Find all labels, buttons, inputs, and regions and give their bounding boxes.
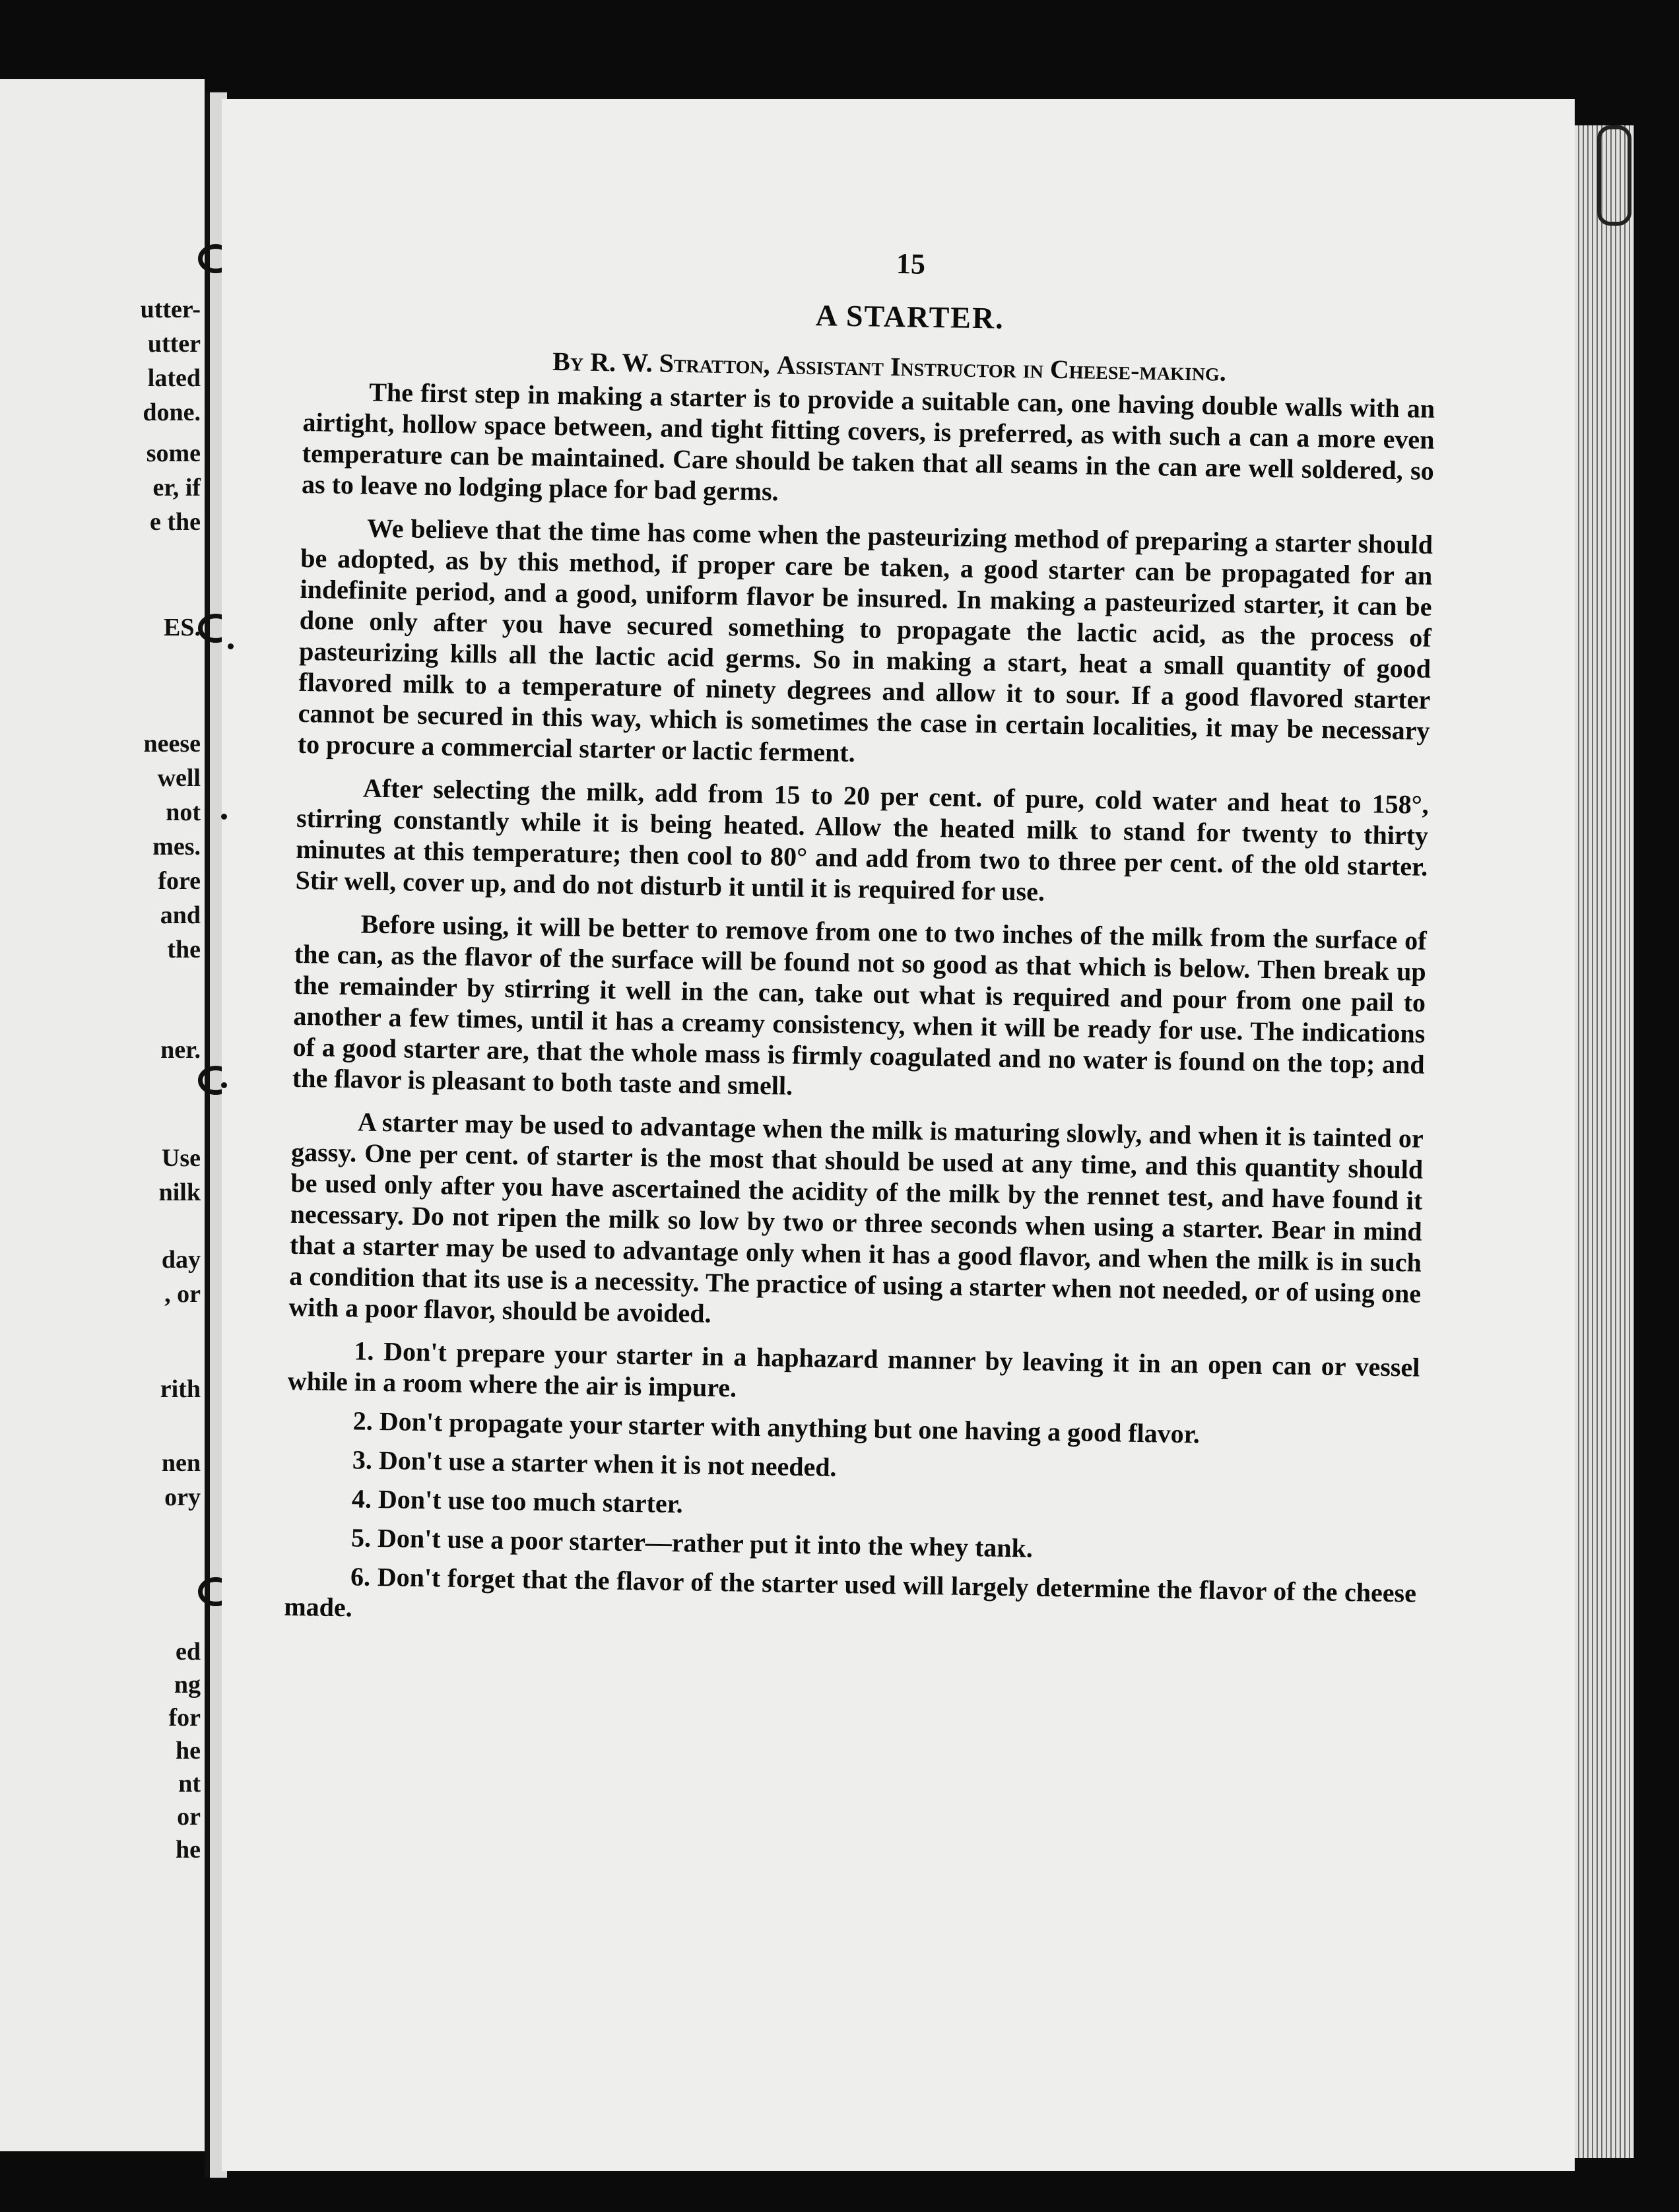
paper-clip-icon [1597, 125, 1631, 226]
page-number: 15 [896, 247, 926, 280]
list-item: 3. Don't use a starter when it is not needed. [352, 1445, 837, 1482]
left-fragment-text: and [160, 901, 201, 929]
left-fragment-text: ed [176, 1638, 201, 1666]
left-fragment-text: he [176, 1737, 201, 1765]
left-fragment-text: Use [161, 1144, 201, 1172]
left-fragment-text: some [146, 439, 201, 467]
list-item: 1. Don't prepare your starter in a haphazard manner by leaving it in an open can or vessel while in a room where the air is impure. [287, 1336, 1420, 1403]
left-fragment-text: , or [164, 1280, 201, 1308]
paragraph: We believe that the time has come when the pasteurizing method of preparing a starter should be adopted, as by this method, if proper care be taken, a good starter can be propagated for an indefinite period, and a good, uniform flavor be insured. In making a pasteurized starter, it can be done only after you have secured something to propagate the lactic acid, as the process of pasteurizing kills all the lactic acid germs. So in making a start, heat a small quantity of good flavored milk to a temperature of ninety degrees and allow it to sour. If a good flavored starter cannot be secured in this way, which is sometimes the case in certain localities, it may be necessary to procure a commercial starter or lactic ferment. [297, 513, 1433, 768]
left-fragment-text: nilk [158, 1179, 201, 1206]
list-item: 5. Don't use a poor starter—rather put it into the whey tank. [350, 1522, 1034, 1563]
page-edges [1575, 125, 1634, 2158]
left-fragment-text: utter- [140, 296, 201, 323]
left-fragment-text: or [177, 1803, 201, 1831]
left-fragment-text: he [176, 1836, 201, 1864]
left-fragment-text: fore [158, 867, 201, 895]
left-fragment-text: well [157, 764, 201, 792]
left-fragment-text: day [161, 1246, 201, 1274]
speck [228, 643, 234, 649]
left-fragment-text: er, if [152, 474, 201, 502]
left-fragment-text: done. [143, 399, 201, 426]
left-fragment-text: not [166, 798, 201, 826]
left-fragment-text: utter [147, 330, 201, 358]
list-item: 4. Don't use too much starter. [351, 1483, 684, 1519]
paragraph: After selecting the milk, add from 15 to 20 per cent. of pure, cold water and heat to 158°, stirring constantly while it is being heated. Allow the heated milk to stand for twenty to thirty minutes at this temperature; then cool to 80° and add from two to three per cent. of the old starter. Stir well, cover up, and do not disturb it until it is required for use. [295, 773, 1430, 907]
left-fragment-text: ng [174, 1671, 201, 1699]
left-fragment-text: e the [149, 508, 201, 536]
speck [221, 1082, 227, 1088]
left-fragment-text: mes. [152, 833, 201, 861]
paragraph: The first step in making a starter is to provide a suitable can, one having double walls with an airtight, hollow space between, and tight fitting covers, is preferred, as with such a can a more even temperature can be maintained. Care should be taken that all seams in the can are well soldered, so as to leave no lodging place for bad germs. [301, 377, 1435, 507]
left-fragment-text: neese [143, 730, 201, 758]
list-item: 2. Don't propagate your starter with anything but one having a good flavor. [352, 1406, 1201, 1449]
left-fragment-text: nen [161, 1449, 201, 1477]
byline-prefix: By [552, 346, 584, 377]
left-fragment-text: for [168, 1704, 201, 1732]
left-fragment-text: the [167, 936, 201, 963]
left-fragment-text: rith [160, 1375, 201, 1403]
list-item: 6. Don't forget that the flavor of the starter used will largely determine the flavor of the cheese made. [284, 1561, 1417, 1623]
byline-role: Assistant Instructor in Cheese-making. [776, 350, 1227, 387]
left-fragment-text: ory [164, 1483, 201, 1511]
article-title: A STARTER. [815, 298, 1005, 335]
paragraph: Before using, it will be better to remove from one to two inches of the milk from the surface of the can, as the flavor of the surface will be found not so good as that which is below. Then break up the remainder by stirring it well in the can, take out what is required and pour from one pail to another a few times, until it has a creamy consistency, when it will be ready for use. The indications of a good starter are, that the whole mass is firmly coagulated and no water is found on the top; and the flavor is pleasant to both taste and smell. [292, 909, 1427, 1101]
page-content [284, 238, 1437, 1648]
speck [221, 814, 227, 820]
left-fragment-text: ner. [160, 1036, 201, 1064]
left-fragment-text: nt [178, 1770, 201, 1798]
left-facing-page [0, 79, 205, 2151]
byline-name: R. W. Stratton, [589, 346, 771, 380]
left-fragment-text: lated [147, 364, 201, 392]
paragraph: A starter may be used to advantage when the milk is maturing slowly, and when it is tainted or gassy. One per cent. of starter is the most that should be used at any time, and this quantity should be used only after you have ascertained the acidity of the milk by the rennet test, and have found it necessary. Do not ripen the milk so low by two or three seconds when using a starter. Bear in mind that a starter may be used to advantage only when it has a good flavor, and when the milk is in such a condition that its use is a necessity. The practice of using a starter when not needed, or of using one with a poor flavor, should be avoided. [288, 1107, 1424, 1328]
left-fragment-text: ES. [164, 614, 201, 641]
